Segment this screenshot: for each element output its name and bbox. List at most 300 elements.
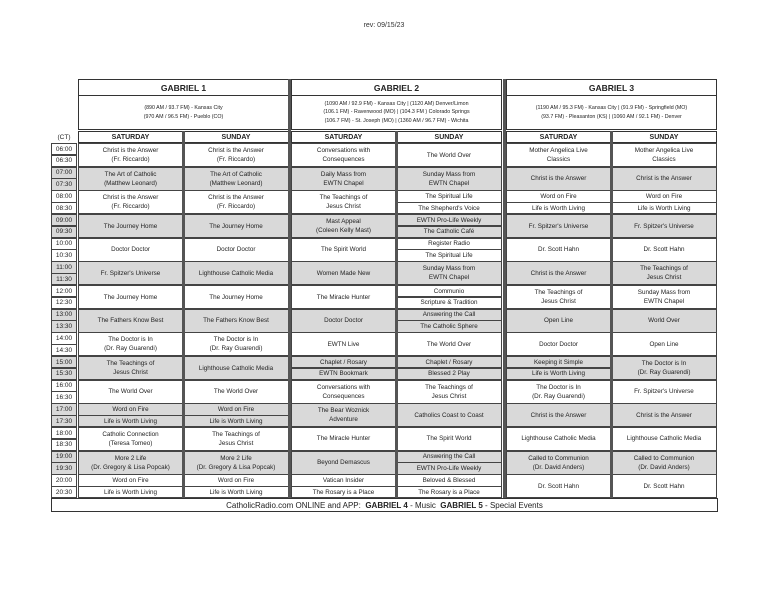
frequency-line: (970 AM / 96.5 FM) - Pueblo (CO)	[143, 113, 224, 120]
program-cell[interactable]	[611, 285, 717, 309]
program-cell[interactable]	[611, 214, 717, 238]
program-title: The Doctor is In	[213, 336, 259, 344]
program-cell[interactable]	[611, 474, 717, 498]
day-divider	[610, 131, 613, 498]
program-host: EWTN Chapel	[428, 179, 470, 187]
time-label: 10:30	[55, 252, 73, 260]
day-header	[506, 131, 611, 143]
program-title: The Art of Catholic	[210, 170, 262, 178]
program-title: Word on Fire	[645, 192, 683, 200]
time-slot	[51, 320, 77, 332]
time-slot	[51, 356, 77, 368]
footer-gabriel5: GABRIEL 5	[440, 500, 483, 510]
footer-prefix: CatholicRadio.com ONLINE and APP:	[226, 500, 366, 510]
program-cell[interactable]	[291, 309, 396, 333]
program-cell[interactable]	[183, 190, 289, 214]
program-cell[interactable]	[78, 380, 183, 404]
program-cell[interactable]	[78, 486, 183, 498]
day-label: SUNDAY	[221, 133, 251, 141]
day-divider	[395, 131, 398, 498]
program-title: Life is Worth Living	[103, 417, 158, 425]
program-title: The Journey Home	[103, 222, 158, 230]
program-cell[interactable]	[291, 368, 396, 380]
program-title: The Bear Woznick	[317, 407, 370, 415]
timezone-text: (CT)	[57, 133, 71, 141]
program-host: (Teresa Tomeo)	[108, 439, 153, 447]
program-cell[interactable]	[506, 451, 611, 475]
program-cell[interactable]	[396, 427, 502, 451]
program-title: Chaplet / Rosary	[320, 358, 367, 366]
program-host: Jesus Christ	[541, 298, 576, 306]
program-cell[interactable]	[78, 261, 183, 285]
program-cell[interactable]	[396, 486, 502, 498]
program-title: Christ is the Answer	[102, 147, 159, 155]
program-host: EWTN Chapel	[643, 298, 685, 306]
time-slot	[51, 344, 77, 356]
program-cell[interactable]	[78, 143, 183, 167]
program-cell[interactable]	[396, 356, 502, 368]
program-cell[interactable]	[611, 451, 717, 475]
time-label: 08:00	[55, 192, 73, 200]
program-host: (Dr. Ray Guarendi)	[209, 345, 263, 353]
program-cell[interactable]	[78, 332, 183, 356]
time-slot	[51, 155, 77, 167]
program-cell[interactable]	[506, 403, 611, 427]
program-cell[interactable]	[506, 368, 611, 380]
program-cell[interactable]	[78, 427, 183, 451]
program-title: The Teachings of	[640, 265, 688, 273]
footer-gabriel5-desc: - Special Events	[482, 500, 543, 510]
program-title: The Miracle Hunter	[316, 293, 371, 301]
time-slot	[51, 391, 77, 403]
time-slot	[51, 178, 77, 190]
program-title: Beloved & Blessed	[422, 476, 476, 484]
program-title: Dr. Scott Hahn	[643, 482, 685, 490]
time-slot	[51, 167, 77, 179]
time-slot	[51, 368, 77, 380]
program-host: (Dr. Ray Guarendi)	[104, 345, 157, 353]
program-title: Conversations with	[316, 383, 371, 391]
program-host: (Dr. Gregory & Lisa Popcak)	[91, 463, 170, 471]
program-title: Chaplet / Rosary	[425, 358, 473, 366]
program-cell[interactable]	[78, 309, 183, 333]
program-title: Keeping it Simple	[533, 358, 583, 366]
program-title: Communio	[433, 287, 465, 295]
program-title: The Teachings of	[534, 289, 583, 297]
program-cell[interactable]	[291, 486, 396, 498]
program-title: Christ is the Answer	[102, 194, 159, 202]
station-frequencies	[506, 96, 717, 130]
time-label: 18:00	[55, 429, 73, 437]
program-cell[interactable]	[183, 214, 289, 238]
program-cell[interactable]	[396, 297, 502, 309]
program-cell[interactable]	[78, 451, 183, 475]
program-host: (Dr. David Anders)	[638, 463, 690, 471]
time-slot	[51, 214, 77, 226]
time-label: 20:00	[55, 476, 73, 484]
program-title: Christ is the Answer	[530, 175, 587, 183]
program-host: (Fr. Riccardo)	[216, 203, 256, 211]
program-cell[interactable]	[183, 415, 289, 427]
program-title: Answering the Call	[422, 453, 476, 461]
program-cell[interactable]	[183, 451, 289, 475]
program-host: Consequences	[322, 392, 365, 400]
program-cell[interactable]	[183, 427, 289, 451]
program-cell[interactable]	[611, 356, 717, 380]
time-label: 07:00	[55, 169, 73, 177]
time-slot	[51, 380, 77, 392]
frequency-line: (106.7 FM) - St. Joseph (MO) | (1360 AM / 96.7 FM) - Wichita	[324, 117, 469, 124]
program-cell[interactable]	[611, 261, 717, 285]
time-slot	[51, 143, 77, 155]
program-cell[interactable]	[506, 214, 611, 238]
time-slot	[51, 226, 77, 238]
program-title: Life is Worth Living	[637, 204, 691, 212]
program-title: The Spiritual Life	[425, 192, 473, 200]
program-title: Fr. Spitzer's Universe	[634, 388, 694, 396]
program-title: The World Over	[213, 388, 259, 396]
program-cell[interactable]	[291, 190, 396, 214]
program-title: The Miracle Hunter	[316, 435, 371, 443]
time-slot	[51, 285, 77, 297]
program-title: Life is Worth Living	[103, 488, 158, 496]
station-name: GABRIEL 3	[588, 82, 635, 93]
time-slot	[51, 249, 77, 261]
program-host: Jesus Christ	[646, 274, 682, 282]
program-title: Women Made New	[316, 269, 371, 277]
program-cell[interactable]	[183, 356, 289, 380]
program-cell[interactable]	[396, 202, 502, 214]
program-cell[interactable]	[611, 238, 717, 262]
time-slot	[51, 332, 77, 344]
day-label: SUNDAY	[649, 133, 679, 141]
program-cell[interactable]	[611, 427, 717, 451]
program-cell[interactable]	[183, 309, 289, 333]
program-title: Christ is the Answer	[636, 175, 692, 183]
program-title: Dr. Scott Hahn	[538, 246, 579, 254]
time-label: 16:30	[55, 394, 73, 402]
program-cell[interactable]	[78, 356, 183, 380]
program-title: The Spirit World	[426, 435, 472, 443]
time-slot	[51, 474, 77, 486]
time-label: 06:00	[55, 145, 73, 153]
program-title: The Teachings of	[425, 383, 473, 391]
program-title: Christ is the Answer	[636, 411, 692, 419]
program-title: The World Over	[108, 388, 153, 396]
program-title: Register Radio	[428, 240, 470, 248]
time-slot	[51, 403, 77, 415]
program-host: (Coleen Kelly Mast)	[316, 227, 371, 235]
program-title: Word on Fire	[540, 192, 577, 200]
program-cell[interactable]	[396, 190, 502, 202]
station-name: GABRIEL 1	[160, 82, 207, 93]
program-cell[interactable]	[611, 190, 717, 202]
program-cell[interactable]	[291, 167, 396, 191]
program-cell[interactable]	[291, 427, 396, 451]
program-title: EWTN Bookmark	[319, 370, 368, 378]
program-cell[interactable]	[506, 474, 611, 498]
program-cell[interactable]	[183, 167, 289, 191]
program-title: Lighthouse Catholic Media	[198, 364, 274, 372]
program-cell[interactable]	[78, 214, 183, 238]
program-host: (Dr. Ray Guarendi)	[637, 369, 691, 377]
time-label: 12:00	[55, 287, 73, 295]
program-cell[interactable]	[291, 380, 396, 404]
program-title: Sunday Mass from	[637, 289, 691, 297]
program-cell[interactable]	[78, 403, 183, 415]
program-cell[interactable]	[611, 202, 717, 214]
program-cell[interactable]	[183, 238, 289, 262]
program-host: Jesus Christ	[326, 203, 361, 211]
program-cell[interactable]	[78, 190, 183, 214]
program-cell[interactable]	[78, 474, 183, 486]
program-cell[interactable]	[396, 474, 502, 486]
program-host: Jesus Christ	[113, 369, 148, 377]
program-host: (Fr. Riccardo)	[111, 156, 150, 164]
program-host: Classics	[546, 156, 571, 164]
program-cell[interactable]	[291, 238, 396, 262]
program-title: Word on Fire	[217, 476, 255, 484]
day-header	[183, 131, 289, 143]
program-cell[interactable]	[396, 332, 502, 356]
program-title: The Teachings of	[319, 194, 368, 202]
program-title: Catholic Connection	[102, 430, 159, 438]
time-label: 08:30	[55, 204, 73, 212]
program-title: Christ is the Answer	[208, 147, 264, 155]
station-header	[78, 79, 289, 96]
program-title: Christ is the Answer	[530, 269, 587, 277]
program-title: Vatican Insider	[322, 476, 365, 484]
program-cell[interactable]	[291, 403, 396, 427]
program-cell[interactable]	[396, 285, 502, 297]
day-label: SATURDAY	[539, 133, 578, 141]
time-label: 13:30	[55, 323, 73, 331]
station-frequencies	[291, 96, 502, 130]
footer-gabriel4-desc: - Music	[407, 500, 441, 510]
program-cell[interactable]	[611, 332, 717, 356]
program-title: The World Over	[426, 151, 472, 159]
time-label: 17:00	[55, 405, 73, 413]
program-cell[interactable]	[506, 285, 611, 309]
program-cell[interactable]	[183, 380, 289, 404]
time-slot	[51, 439, 77, 451]
time-slot	[51, 297, 77, 309]
day-label: SATURDAY	[324, 133, 363, 141]
time-label: 09:30	[55, 228, 73, 236]
program-cell[interactable]	[291, 451, 396, 475]
program-cell[interactable]	[611, 403, 717, 427]
program-title: Mother Angelica Live	[529, 147, 588, 155]
program-title: Blessed 2 Play	[428, 370, 470, 378]
program-cell[interactable]	[183, 332, 289, 356]
program-host: (Fr. Riccardo)	[111, 203, 150, 211]
program-host: Jesus Christ	[431, 392, 467, 400]
program-cell[interactable]	[506, 332, 611, 356]
program-cell[interactable]	[611, 143, 717, 167]
program-title: Lighthouse Catholic Media	[521, 435, 596, 443]
program-host: (Fr. Riccardo)	[216, 156, 256, 164]
program-cell[interactable]	[506, 190, 611, 202]
program-host: (Dr. Gregory & Lisa Popcak)	[196, 463, 276, 471]
program-title: Called to Communion	[633, 454, 695, 462]
program-cell[interactable]	[78, 285, 183, 309]
program-cell[interactable]	[396, 249, 502, 261]
program-title: The Fathers Know Best	[203, 317, 269, 325]
program-cell[interactable]	[183, 261, 289, 285]
program-title: The Spirit World	[320, 246, 367, 254]
program-cell[interactable]	[291, 261, 396, 285]
revision-date: rev: 09/15/23	[363, 22, 405, 29]
time-slot	[51, 451, 77, 463]
program-cell[interactable]	[78, 415, 183, 427]
time-label: 15:30	[55, 370, 73, 378]
program-title: The World Over	[426, 340, 472, 348]
program-title: Scripture & Tradition	[420, 299, 478, 307]
program-cell[interactable]	[506, 238, 611, 262]
program-cell[interactable]	[506, 309, 611, 333]
day-header	[611, 131, 717, 143]
frequency-line: (1190 AM / 95.3 FM) - Kansas City | (91.9 FM) - Springfield (MO)	[535, 105, 688, 111]
program-title: Word on Fire	[217, 405, 255, 413]
program-cell[interactable]	[183, 474, 289, 486]
day-header	[291, 131, 396, 143]
time-label: 11:30	[56, 275, 72, 283]
program-cell[interactable]	[291, 285, 396, 309]
program-host: EWTN Chapel	[323, 179, 364, 187]
time-label: 19:00	[55, 453, 73, 461]
day-divider	[182, 131, 185, 498]
program-title: Doctor Doctor	[539, 340, 578, 348]
time-label: 07:30	[55, 181, 73, 189]
time-label: 20:30	[55, 488, 73, 496]
program-cell[interactable]	[506, 261, 611, 285]
time-slot	[51, 309, 77, 321]
time-slot	[51, 273, 77, 285]
program-cell[interactable]	[611, 380, 717, 404]
program-cell[interactable]	[183, 143, 289, 167]
program-title: Open Line	[649, 340, 679, 348]
program-cell[interactable]	[506, 356, 611, 368]
program-cell[interactable]	[291, 143, 396, 167]
program-cell[interactable]	[506, 202, 611, 214]
program-cell[interactable]	[506, 143, 611, 167]
program-cell[interactable]	[291, 356, 396, 368]
program-title: Christ is the Answer	[208, 194, 264, 202]
program-host: (Matthew Leonard)	[209, 179, 263, 187]
program-title: EWTN Pro-Life Weekly	[416, 465, 482, 473]
program-host: EWTN Chapel	[428, 274, 470, 282]
program-title: Dr. Scott Hahn	[538, 482, 579, 490]
program-title: The Journey Home	[103, 293, 158, 301]
time-label: 18:30	[55, 441, 73, 449]
program-cell[interactable]	[396, 309, 502, 321]
program-title: EWTN Live	[327, 340, 360, 348]
time-label: 09:00	[55, 216, 73, 224]
program-cell[interactable]	[611, 167, 717, 191]
program-title: More 2 Life	[114, 454, 147, 462]
program-cell[interactable]	[183, 486, 289, 498]
program-title: EWTN Pro-Life Weekly	[416, 216, 482, 224]
time-slot	[51, 261, 77, 273]
program-host: (Dr. David Anders)	[532, 463, 585, 471]
program-cell[interactable]	[396, 462, 502, 474]
station-header	[506, 79, 717, 96]
program-title: Doctor Doctor	[324, 317, 363, 325]
program-title: More 2 Life	[220, 454, 252, 462]
program-cell[interactable]	[396, 380, 502, 404]
time-slot	[51, 427, 77, 439]
program-host: Consequences	[322, 156, 365, 164]
program-cell[interactable]	[396, 368, 502, 380]
time-label: 13:00	[55, 311, 73, 319]
program-title: Sunday Mass from	[422, 170, 476, 178]
program-title: Fr. Spitzer's Universe	[100, 269, 161, 277]
time-slot	[51, 202, 77, 214]
program-cell[interactable]	[291, 474, 396, 486]
time-label: 14:30	[55, 346, 73, 354]
program-cell[interactable]	[183, 285, 289, 309]
program-cell[interactable]	[506, 427, 611, 451]
program-title: Lighthouse Catholic Media	[626, 435, 702, 443]
program-title: Life is Worth Living	[531, 204, 586, 212]
program-title: Sunday Mass from	[422, 265, 476, 273]
program-cell[interactable]	[396, 238, 502, 250]
frequency-line: (890 AM / 93.7 FM) - Kansas City	[144, 105, 223, 111]
program-title: Mother Angelica Live	[634, 147, 694, 155]
program-cell[interactable]	[396, 261, 502, 285]
program-host: (Matthew Leonard)	[104, 179, 157, 187]
program-cell[interactable]	[396, 167, 502, 191]
time-label: 10:00	[55, 240, 73, 248]
program-host: Adventure	[329, 416, 358, 424]
program-cell[interactable]	[506, 380, 611, 404]
program-title: The Rosary is a Place	[418, 488, 480, 496]
program-cell[interactable]	[78, 238, 183, 262]
program-cell[interactable]	[396, 143, 502, 167]
program-cell[interactable]	[396, 226, 502, 238]
program-title: Beyond Demascus	[317, 459, 370, 467]
program-cell[interactable]	[506, 167, 611, 191]
program-cell[interactable]	[611, 309, 717, 333]
program-cell[interactable]	[396, 451, 502, 463]
program-title: The Catholic Sphere	[420, 323, 478, 331]
program-cell[interactable]	[396, 403, 502, 427]
program-title: Lighthouse Catholic Media	[198, 269, 274, 277]
frequency-line: (106.1 FM) - Ravenwood (MO) | (104.3 FM ) Colorado Springs	[323, 109, 470, 116]
program-title: The Teachings of	[212, 430, 260, 438]
time-label: 12:30	[55, 299, 73, 307]
time-slot	[51, 462, 77, 474]
program-cell[interactable]	[78, 167, 183, 191]
program-title: Called to Communion	[528, 454, 589, 462]
program-title: The Doctor is In	[536, 383, 581, 391]
program-title: The Doctor is In	[641, 360, 687, 368]
time-label: 06:30	[55, 157, 73, 165]
program-title: Fr. Spitzer's Universe	[528, 222, 589, 230]
program-title: Word on Fire	[112, 476, 149, 484]
program-cell[interactable]	[396, 214, 502, 226]
program-cell[interactable]	[183, 403, 289, 415]
program-cell[interactable]	[291, 332, 396, 356]
footer-note	[51, 498, 718, 512]
program-title: Fr. Spitzer's Universe	[634, 222, 694, 230]
footer-gabriel4: GABRIEL 4	[365, 500, 408, 510]
program-title: Doctor Doctor	[111, 246, 150, 254]
program-cell[interactable]	[291, 214, 396, 238]
program-title: The Catholic Café	[423, 228, 475, 236]
program-cell[interactable]	[396, 320, 502, 332]
program-title: Life is Worth Living	[531, 370, 586, 378]
